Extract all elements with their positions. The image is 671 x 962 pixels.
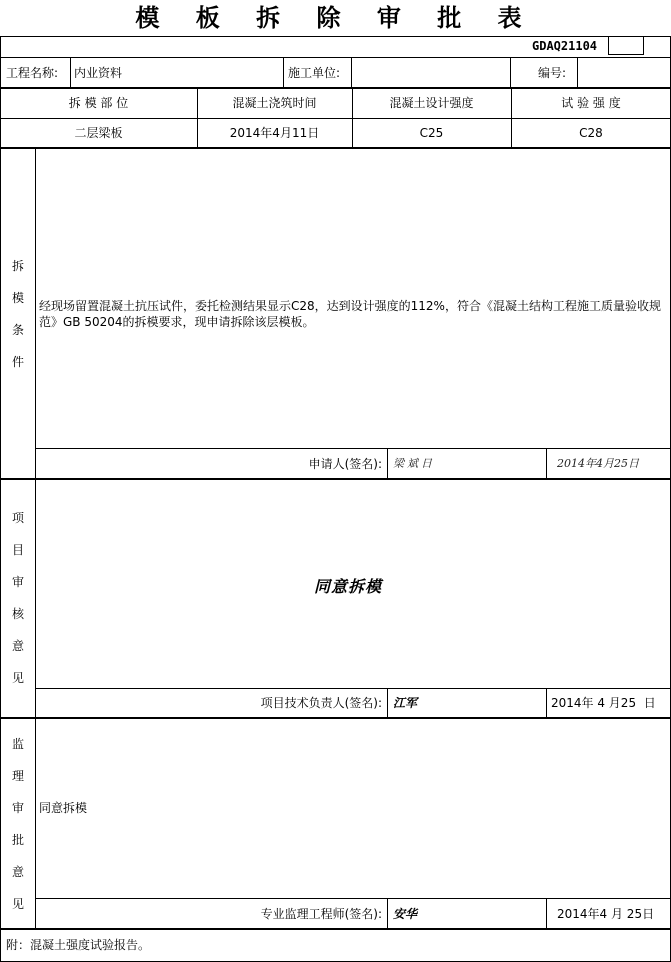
number-field[interactable] [581,65,666,81]
cell-pour-time[interactable]: 2014年4月11日 [229,126,320,140]
vline-s1a [387,448,388,478]
applicant-signature: 梁斌日 [393,457,435,470]
project-name-field[interactable]: 内业资料 [74,66,123,80]
vline-h5 [577,57,578,87]
rule-table-head-bottom [0,118,671,119]
col-header-demolition-location: 拆 模 部 位 [68,96,129,110]
supervision-engineer-label: 专业监理工程师(签名): [260,907,382,921]
rule-header-top [0,57,671,58]
section-project-review-label: 项 目 审 核 意 见 [11,511,24,685]
vline-label-column [35,147,36,928]
cell-design-strength[interactable]: C25 [419,126,444,140]
project-review-date: 2014年 4 月25 日 [551,696,656,710]
rule-s1-bottom [0,478,671,480]
construction-unit-field[interactable] [355,65,505,81]
rule-top [0,36,671,37]
col-header-pour-time: 混凝土浇筑时间 [232,96,317,110]
demolition-conditions-text[interactable]: 经现场留置混凝土抗压试件，委托检测结果显示C28，达到设计强度的112%，符合《混凝土结构工程施工质量验收规范》GB 50204的拆模要求，现申请拆除该层模板。 [39,299,661,329]
section-demolition-conditions-label: 拆 模 条 件 [11,259,24,369]
vline-s2a [387,688,388,717]
project-technical-lead-signature: 江军 [393,696,418,710]
rule-s3-bottom [0,928,671,930]
rule-s1-sign [36,448,671,449]
vline-h4 [510,57,511,87]
supervision-engineer-signature: 安华 [393,907,418,921]
vline-s1b [546,448,547,478]
supervision-opinion[interactable]: 同意拆模 [39,801,88,815]
col-header-design-strength: 混凝土设计强度 [389,96,474,110]
section-supervision-label: 监 理 审 批 意 见 [11,737,24,911]
attachment-note: 附：混凝土强度试验报告。 [6,938,151,952]
applicant-signature-label: 申请人(签名): [308,457,382,471]
number-label: 编号: [538,66,567,80]
vline-s3b [546,898,547,928]
applicant-date: 2014年4月25日 [557,457,639,470]
cell-test-strength[interactable]: C28 [579,126,603,140]
vline-h1 [70,57,71,87]
project-review-opinion[interactable]: 同意拆模 [314,577,383,596]
project-technical-lead-label: 项目技术负责人(签名): [260,696,382,710]
vline-s2b [546,688,547,717]
form-title: 模 板 拆 除 审 批 表 [135,3,536,32]
rule-s2-bottom [0,717,671,719]
document-code-box[interactable] [608,36,644,55]
vline-s3a [387,898,388,928]
project-name-label: 工程名称: [6,66,59,80]
construction-unit-label: 施工单位: [288,66,341,80]
rule-s2-sign [36,688,671,689]
document-code: GDAQ21104 [532,39,598,53]
supervision-date: 2014年4 月 25日 [557,907,655,921]
rule-s3-sign [36,898,671,899]
col-header-test-strength: 试 验 强 度 [561,96,621,110]
rule-header-bottom [0,87,671,89]
vline-h2 [283,57,284,87]
vline-h3 [351,57,352,87]
cell-demolition-location[interactable]: 二层梁板 [74,126,123,140]
rule-table-row-bottom [0,147,671,149]
